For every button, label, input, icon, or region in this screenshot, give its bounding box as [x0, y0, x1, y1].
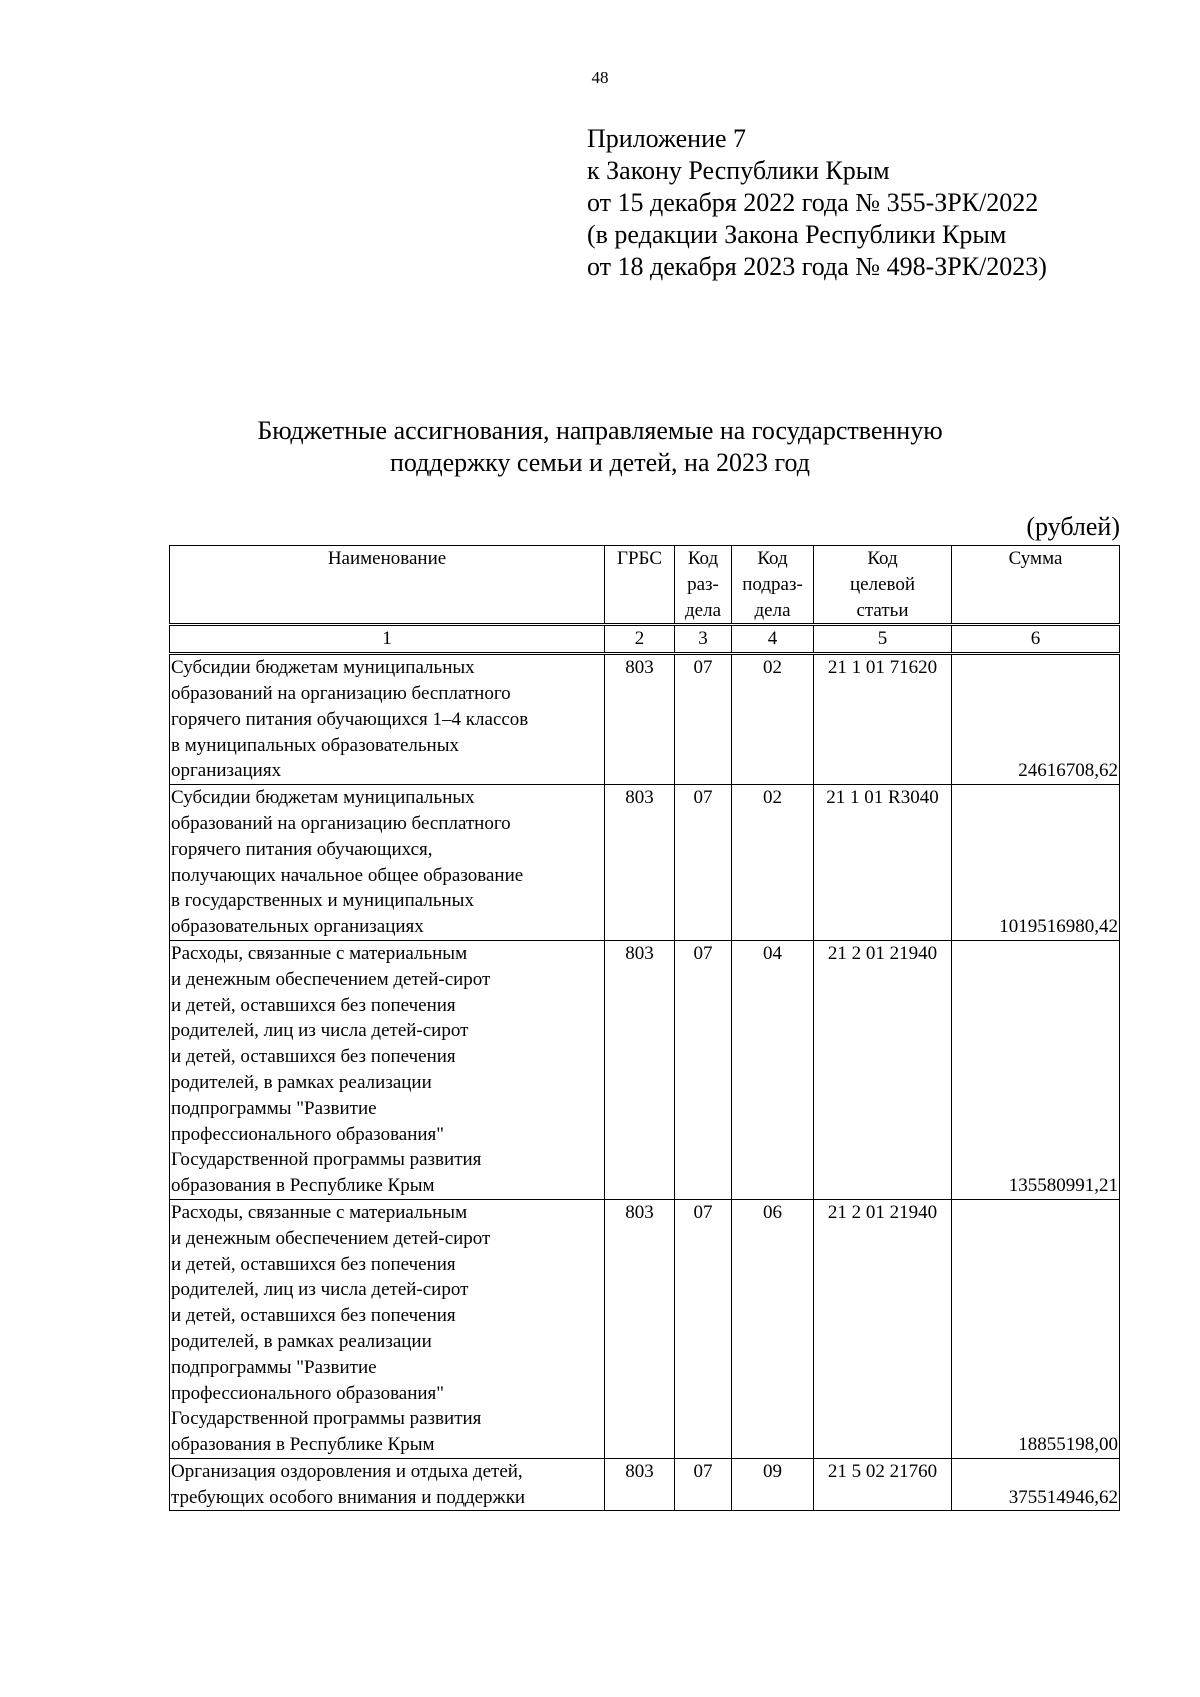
document-title-line: Бюджетные ассигнования, направляемые на государственную	[257, 416, 943, 445]
appendix-line: Приложение 7	[587, 124, 747, 153]
row-target: 21 2 01 21940	[814, 940, 952, 1199]
row-subsection: 02	[732, 654, 814, 785]
row-name: Субсидии бюджетам муниципальных образований на организацию бесплатного горячего питания обучающихся 1–4 классов в муниципальных образовательных организациях	[170, 654, 605, 785]
row-target: 21 1 01 71620	[814, 654, 952, 785]
row-sum: 135580991,21	[952, 940, 1120, 1199]
row-name: Субсидии бюджетам муниципальных образований на организацию бесплатного горячего питания обучающихся, получающих начальное общее образование в государственных и муниципальных образовательных организациях	[170, 785, 605, 941]
header-section: Код раз- дела	[675, 546, 732, 625]
row-section: 07	[675, 1199, 732, 1458]
row-target: 21 5 02 21760	[814, 1458, 952, 1511]
column-number: 1	[170, 625, 605, 654]
appendix-header	[587, 123, 1047, 283]
row-grbs: 803	[605, 785, 675, 941]
table-row	[170, 940, 1120, 1199]
header-subsection: Код подраз- дела	[732, 546, 814, 625]
row-grbs: 803	[605, 940, 675, 1199]
row-sum: 18855198,00	[952, 1199, 1120, 1458]
header-target: Код целевой статьи	[814, 546, 952, 625]
appendix-line: к Закону Республики Крым	[587, 156, 890, 185]
row-subsection: 09	[732, 1458, 814, 1511]
column-number-row	[170, 625, 1120, 654]
header-grbs: ГРБС	[605, 546, 675, 625]
table-row	[170, 785, 1120, 941]
row-target: 21 1 01 R3040	[814, 785, 952, 941]
row-section: 07	[675, 654, 732, 785]
row-grbs: 803	[605, 654, 675, 785]
row-section: 07	[675, 940, 732, 1199]
table-row	[170, 654, 1120, 785]
row-target: 21 2 01 21940	[814, 1199, 952, 1458]
column-number: 4	[732, 625, 814, 654]
table-row	[170, 1199, 1120, 1458]
header-name: Наименование	[170, 546, 605, 625]
header-sum: Сумма	[952, 546, 1120, 625]
column-number: 2	[605, 625, 675, 654]
appendix-line: (в редакции Закона Республики Крым	[587, 220, 1007, 249]
row-section: 07	[675, 785, 732, 941]
row-name: Расходы, связанные с материальным и денежным обеспечением детей-сирот и детей, оставшихся без попечения родителей, лиц из числа детей-сирот и детей, оставшихся без попечения родителей, в рамках реализации подпрограммы "Развитие профессионального образования" Государственной программы развития образования в Республике Крым	[170, 1199, 605, 1458]
page-number: 48	[591, 68, 609, 87]
row-sum: 375514946,62	[952, 1458, 1120, 1511]
row-subsection: 06	[732, 1199, 814, 1458]
table-row	[170, 1458, 1120, 1511]
row-section: 07	[675, 1458, 732, 1511]
table-header-row	[170, 546, 1120, 625]
column-number: 6	[952, 625, 1120, 654]
units-label: (рублей)	[1026, 512, 1120, 541]
row-subsection: 02	[732, 785, 814, 941]
row-name: Организация оздоровления и отдыха детей, требующих особого внимания и поддержки	[170, 1458, 605, 1511]
document-title	[0, 415, 1200, 479]
budget-table	[169, 545, 1120, 1511]
column-number: 3	[675, 625, 732, 654]
row-sum: 24616708,62	[952, 654, 1120, 785]
row-name: Расходы, связанные с материальным и денежным обеспечением детей-сирот и детей, оставшихся без попечения родителей, лиц из числа детей-сирот и детей, оставшихся без попечения родителей, в рамках реализации подпрограммы "Развитие профессионального образования" Государственной программы развития образования в Республике Крым	[170, 940, 605, 1199]
row-grbs: 803	[605, 1199, 675, 1458]
row-sum: 1019516980,42	[952, 785, 1120, 941]
column-number: 5	[814, 625, 952, 654]
appendix-line: от 15 декабря 2022 года № 355-ЗРК/2022	[587, 188, 1039, 217]
row-subsection: 04	[732, 940, 814, 1199]
appendix-line: от 18 декабря 2023 года № 498-ЗРК/2023)	[587, 252, 1047, 281]
row-grbs: 803	[605, 1458, 675, 1511]
document-title-line: поддержку семьи и детей, на 2023 год	[390, 448, 810, 477]
